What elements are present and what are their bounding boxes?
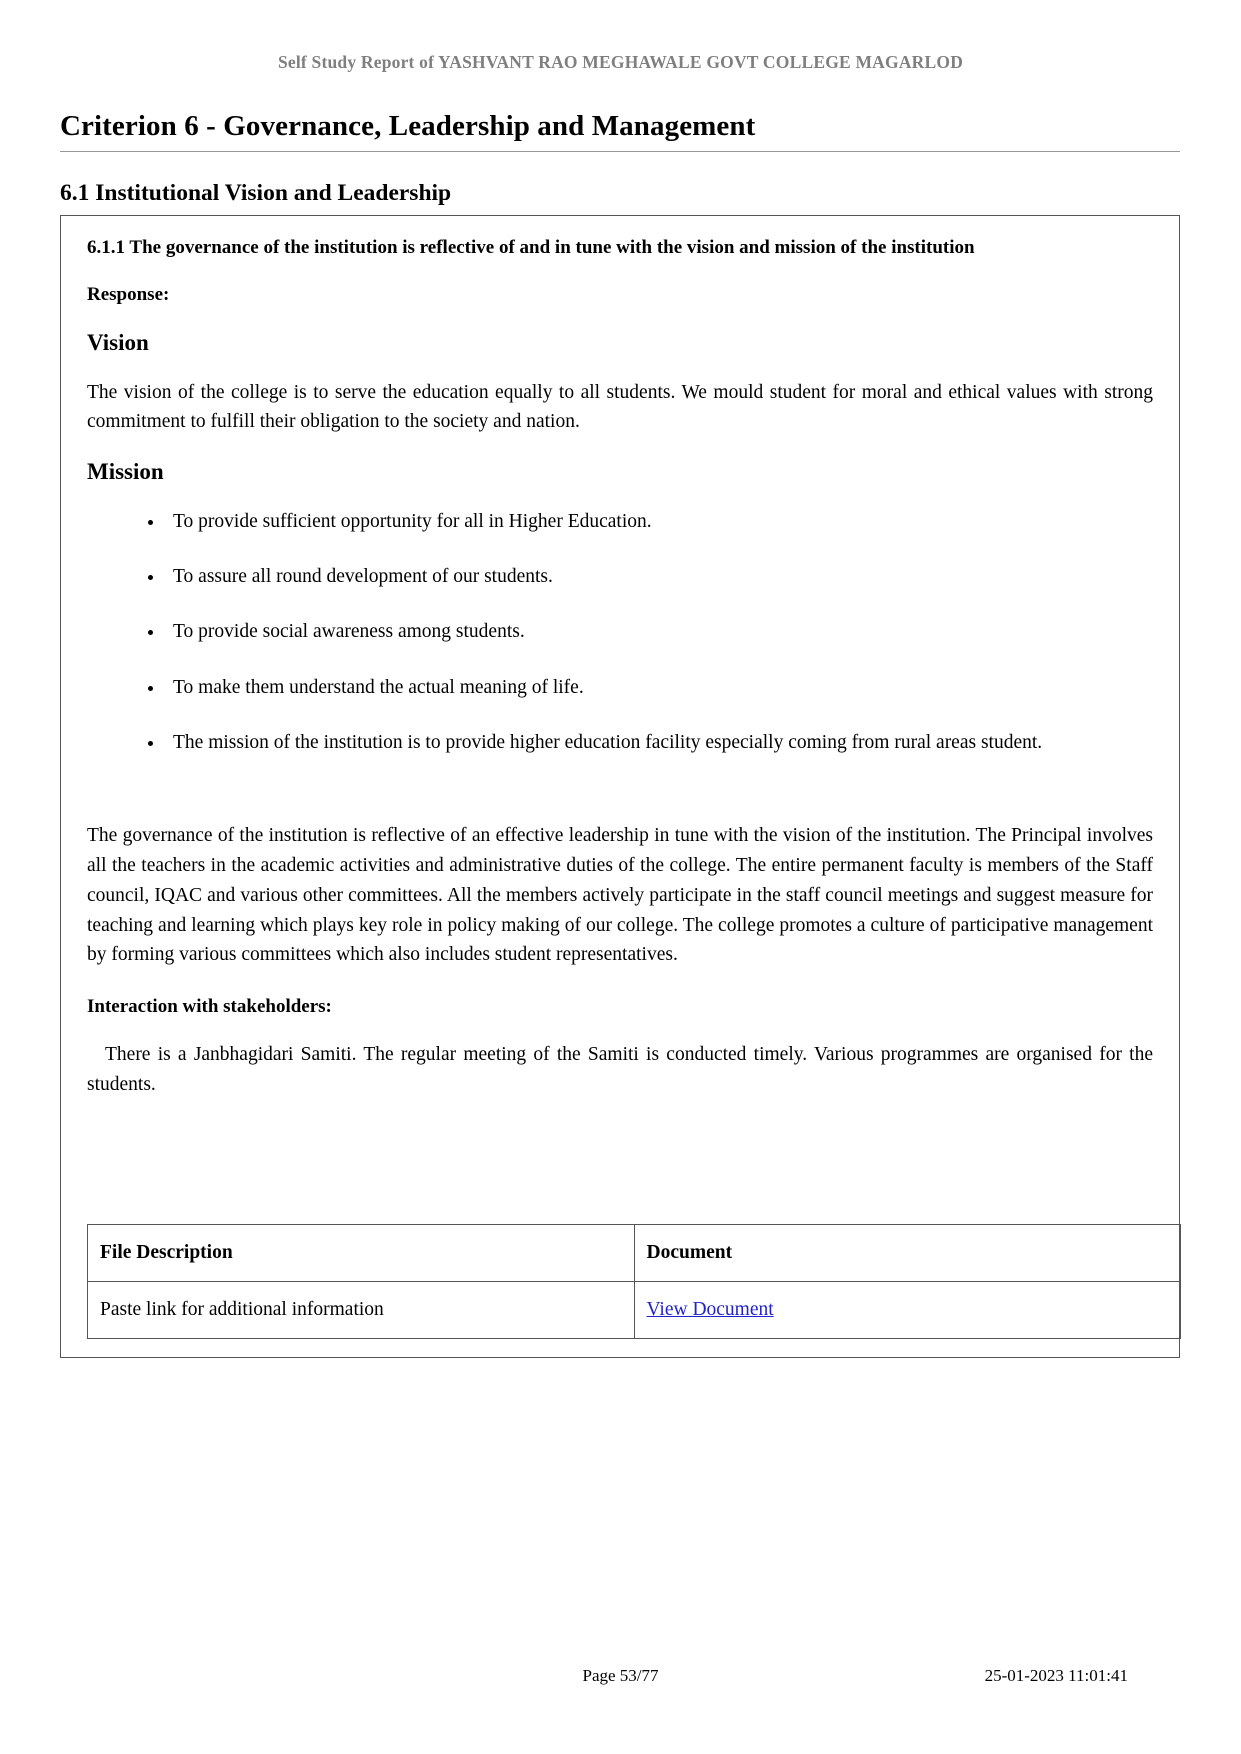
table-header-document: Document	[634, 1224, 1181, 1281]
table-header-file-description: File Description	[88, 1224, 635, 1281]
list-item: • To make them understand the actual meaning of life.	[165, 673, 1153, 702]
mission-heading: Mission	[87, 458, 164, 484]
stakeholders-paragraph: There is a Janbhagidari Samiti. The regular meeting of the Samiti is conducted timely. Various programmes are organised for the students.	[87, 1044, 1153, 1096]
list-item: • To provide social awareness among students.	[165, 617, 1153, 646]
criterion-title: Criterion 6 - Governance, Leadership and Management	[60, 110, 1180, 152]
stakeholders-label: Interaction with stakeholders:	[87, 996, 332, 1018]
vision-heading: Vision	[87, 329, 149, 355]
response-label: Response:	[87, 283, 170, 305]
spacer	[87, 787, 1153, 821]
list-item: • To assure all round development of our students.	[165, 562, 1153, 591]
spacer-bottom	[87, 1114, 1153, 1224]
table-cell-document	[634, 1281, 1181, 1338]
table-row	[88, 1281, 1181, 1338]
vision-text: The vision of the college is to serve the education equally to all students. We mould student for moral and ethical values with strong commitment to fulfill their obligation to the society and nation.	[87, 381, 1153, 433]
governance-paragraph: The governance of the institution is reflective of an effective leadership in tune with the vision of the institution. The Principal involves all the teachers in the academic activities and administrative duties of the college. The entire permanent faculty is members of the Staff council, IQAC and various other committees. All the members actively participate in the staff council meetings and suggest measure for teaching and learning which plays key role in policy making of our college. The college promotes a culture of participative management by forming various committees which also includes student representatives.	[87, 825, 1153, 966]
timestamp: 25-01-2023 11:01:41	[984, 1666, 1128, 1685]
document-content	[60, 110, 1180, 1358]
page-number: Page 53/77	[582, 1666, 659, 1685]
document-table	[87, 1224, 1181, 1339]
list-item: • The mission of the institution is to provide higher education facility especially coming from rural areas student.	[165, 728, 1153, 757]
list-item: • To provide sufficient opportunity for all in Higher Education.	[165, 507, 1153, 536]
table-header-row	[88, 1224, 1181, 1281]
question-text: 6.1.1 The governance of the institution is reflective of and in tune with the vision and mission of the institution	[87, 237, 975, 258]
view-document-link[interactable]: View Document	[646, 1298, 774, 1320]
section-title: 6.1 Institutional Vision and Leadership	[60, 180, 452, 206]
table-cell-description: Paste link for additional information	[88, 1281, 635, 1338]
running-header: Self Study Report of YASHVANT RAO MEGHAWALE GOVT COLLEGE MAGARLOD	[277, 52, 964, 72]
document-table-wrap	[87, 1224, 1153, 1339]
response-box	[60, 215, 1180, 1358]
mission-list	[87, 507, 1153, 757]
